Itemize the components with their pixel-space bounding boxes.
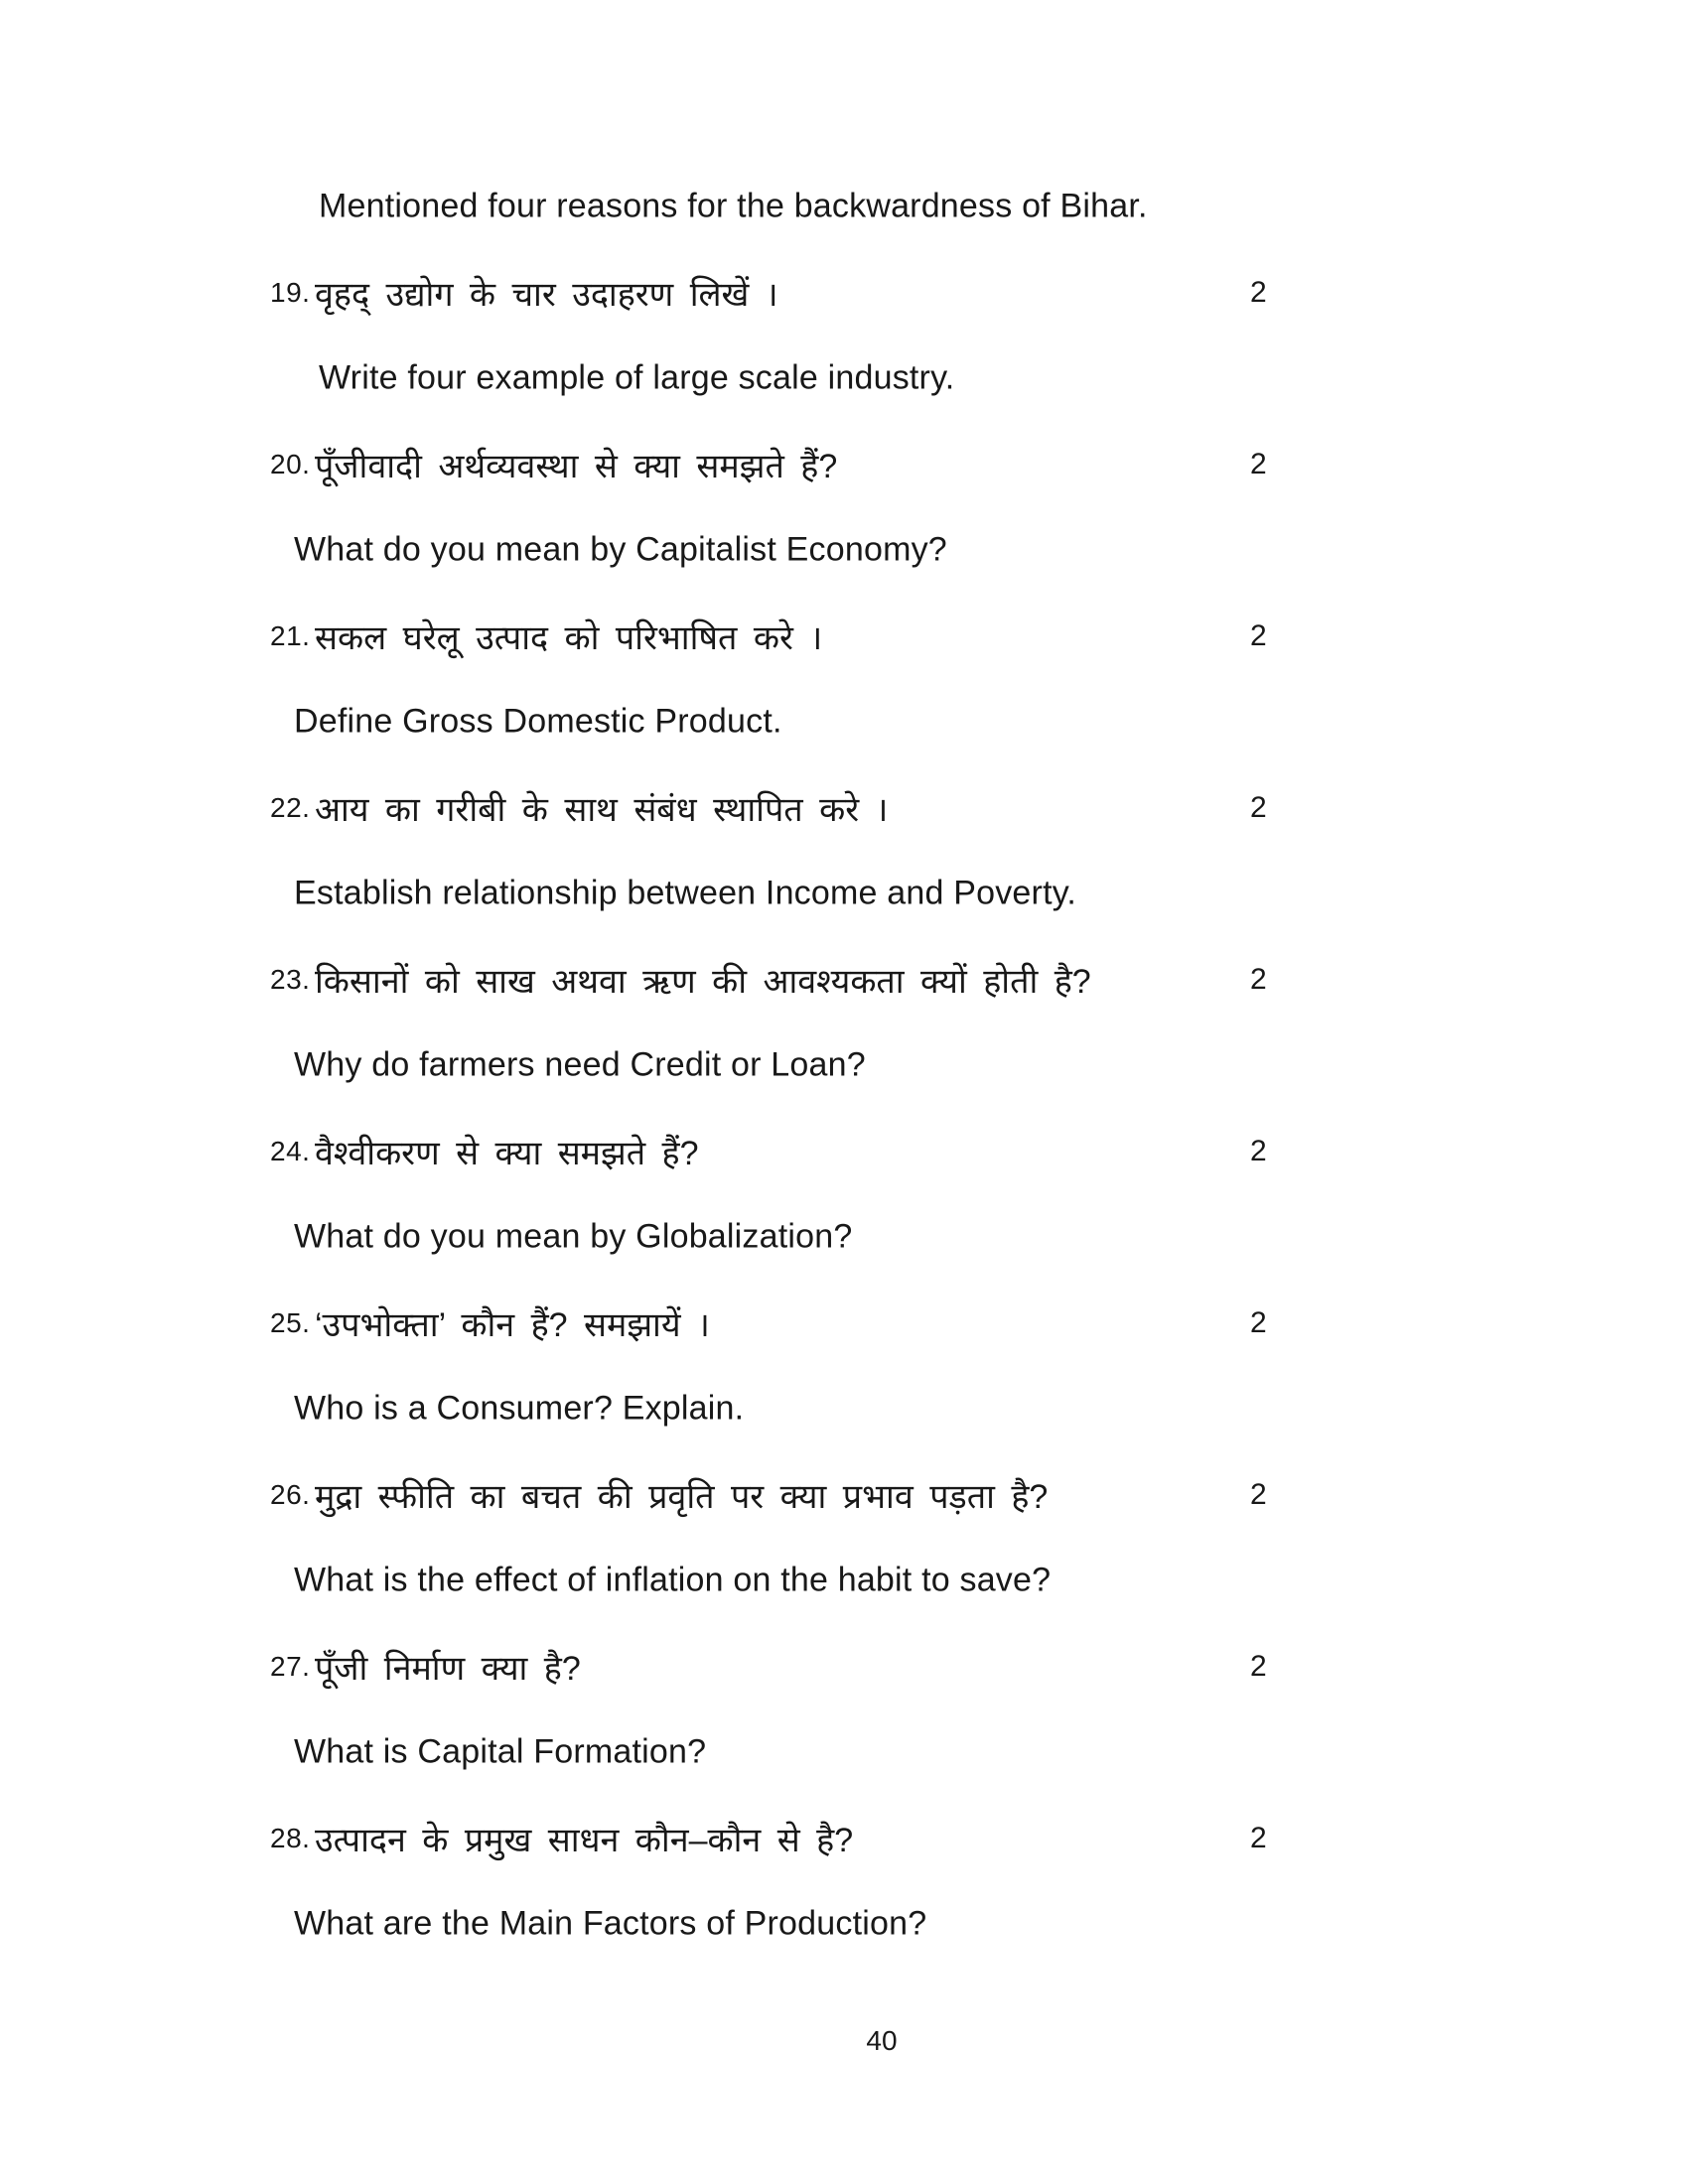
page-number: 40 — [866, 2025, 898, 2056]
question-number: 23. — [270, 964, 311, 995]
marks-value: 2 — [1250, 1478, 1267, 1511]
question-number: 20. — [270, 449, 311, 479]
question-row-25 — [0, 1293, 1688, 1354]
question-text-hindi: ‘उपभोक्ता’ कौन हैं? समझायें । — [315, 1306, 710, 1344]
question-text-hindi: वृहद् उद्योग के चार उदाहरण लिखें । — [315, 276, 778, 314]
question-english-22 — [0, 863, 1688, 924]
question-english-26 — [0, 1550, 1688, 1611]
question-text-hindi: पूँजी निर्माण क्या है? — [315, 1650, 581, 1688]
question-continuation-english-row — [0, 176, 1688, 237]
question-row-24 — [0, 1121, 1688, 1182]
question-text-english: Define Gross Domestic Product. — [294, 702, 782, 741]
question-english-24 — [0, 1206, 1688, 1268]
question-text-english: Who is a Consumer? Explain. — [294, 1389, 745, 1428]
question-row-22 — [0, 777, 1688, 839]
question-number: 19. — [270, 277, 311, 308]
question-number: 21. — [270, 620, 311, 651]
marks-value: 2 — [1250, 1135, 1267, 1167]
question-number: 25. — [270, 1307, 311, 1338]
question-text-hindi: सकल घरेलू उत्पाद को परिभाषित करे । — [315, 619, 823, 657]
question-english-20 — [0, 519, 1688, 581]
question-text-english: Why do farmers need Credit or Loan? — [294, 1045, 866, 1084]
question-text-hindi: वैश्वीकरण से क्या समझते हैं? — [315, 1135, 699, 1172]
question-text-english: What is the effect of inflation on the habit to save? — [294, 1561, 1052, 1599]
marks-value: 2 — [1250, 1650, 1267, 1683]
question-number: 24. — [270, 1136, 311, 1166]
question-number: 22. — [270, 792, 311, 823]
marks-value: 2 — [1250, 1306, 1267, 1339]
question-row-21 — [0, 606, 1688, 667]
marks-value: 2 — [1250, 1822, 1267, 1854]
question-text-hindi: पूँजीवादी अर्थव्यवस्था से क्या समझते हैं? — [315, 448, 838, 485]
question-text-english: What do you mean by Globalization? — [294, 1217, 853, 1256]
question-row-28 — [0, 1808, 1688, 1869]
question-text-hindi: मुद्रा स्फीति का बचत की प्रवृति पर क्या प्रभाव पड़ता है? — [315, 1478, 1049, 1516]
marks-value: 2 — [1250, 791, 1267, 824]
question-row-20 — [0, 434, 1688, 495]
question-english-25 — [0, 1378, 1688, 1439]
question-english-21 — [0, 691, 1688, 752]
question-text-hindi: आय का गरीबी के साथ संबंध स्थापित करे । — [315, 791, 889, 829]
marks-value: 2 — [1250, 448, 1267, 480]
marks-value: 2 — [1250, 963, 1267, 996]
continuation-english-text: Mentioned four reasons for the backwardness of Bihar. — [319, 187, 1148, 225]
question-english-19 — [0, 347, 1688, 409]
question-english-23 — [0, 1034, 1688, 1096]
question-text-english: Establish relationship between Income and Poverty. — [294, 874, 1077, 912]
marks-value: 2 — [1250, 276, 1267, 309]
question-row-27 — [0, 1636, 1688, 1698]
question-number: 28. — [270, 1823, 311, 1853]
marks-value: 2 — [1250, 619, 1267, 652]
question-number: 26. — [270, 1479, 311, 1510]
page-footer — [0, 2010, 1688, 2072]
question-text-hindi: उत्पादन के प्रमुख साधन कौन–कौन से है? — [315, 1822, 854, 1859]
question-english-28 — [0, 1893, 1688, 1955]
question-number: 27. — [270, 1651, 311, 1682]
question-english-27 — [0, 1721, 1688, 1783]
question-text-english: Write four example of large scale industry. — [319, 358, 955, 397]
question-row-26 — [0, 1464, 1688, 1526]
question-text-english: What do you mean by Capitalist Economy? — [294, 530, 947, 569]
question-row-19 — [0, 262, 1688, 324]
question-text-english: What is Capital Formation? — [294, 1732, 707, 1771]
question-text-hindi: किसानों को साख अथवा ऋण की आवश्यकता क्यों होती है? — [315, 963, 1091, 1001]
question-row-23 — [0, 949, 1688, 1011]
question-text-english: What are the Main Factors of Production? — [294, 1904, 927, 1943]
